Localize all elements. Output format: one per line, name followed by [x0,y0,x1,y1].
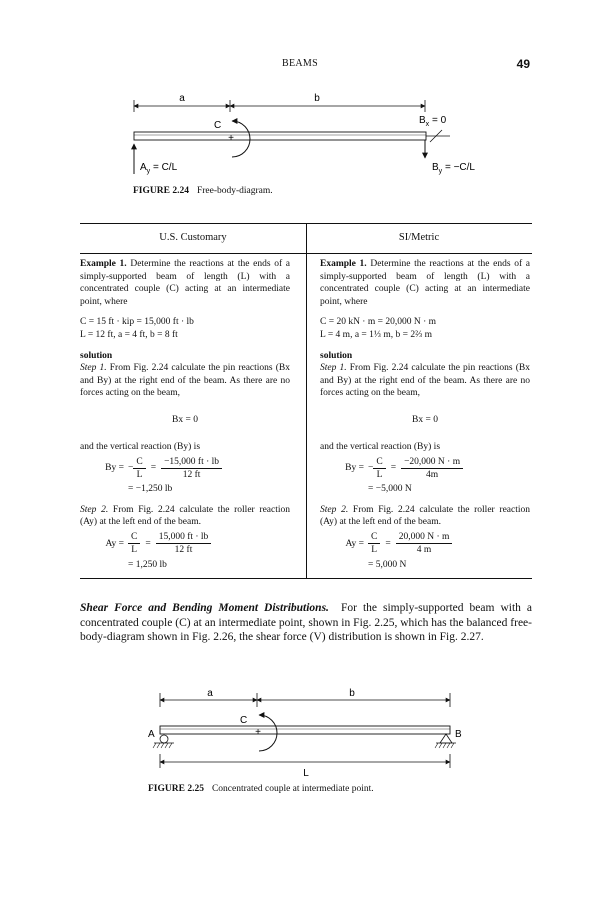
given-2: L = 12 ft, a = 4 ft, b = 8 ft [80,329,178,340]
label-a: a [207,688,213,699]
given-2: L = 4 m, a = 1⅓ m, b = 2⅔ m [320,329,433,340]
table-column-divider [306,223,307,578]
column-heading-us: U.S. Customary [159,232,227,243]
ay-equation: Ay = $\frac{C}{L}$ = $\frac{20,000 N \cdot m}{4 m}$ [320,529,530,559]
figure-2-24-diagram [0,0,600,200]
label-bx: $B_x = 0$ [419,115,447,128]
column-us-customary: Example 1. Determine the reactions at the ends of a simply-supported beam of length (L) with a concentrated couple (C) acting at an intermediate point, where C = 15 ft · kip = 15,000 ft · lb L = 12 ft, a = 4 ft, b = 8 ft solution Step 1. From Fig. 2.24 calculate the pin reactions (Bx and By) at the right end of the beam. As there are no forces acting on the beam, Bx = 0 and the vertical reaction (By) is By = − $\frac{C}{L}$ = $\frac{-15,000 ft \cdot lb}{12 ft}$ = −1,250 lb Step 2. From Fig. 2.24 calculate the roller reaction (Ay) at the left end of the beam. Ay = $\frac{C}{L}$ = $\frac{15,000 ft \cdot lb}{12 ft}$ = 1,250 lb [80,259,291,570]
ay-result: = 5,000 N [368,559,407,570]
bx-equation: Bx = 0 [412,414,438,425]
label-b: b [314,93,320,104]
label-c: C [214,120,222,131]
ay-equation: Ay = $\frac{C}{L}$ = $\frac{15,000 ft \cdot lb}{12 ft}$ [80,529,290,559]
label-a: a [179,93,185,104]
by-equation: By = − $\frac{C}{L}$ = $\frac{-20,000 N \cdot m}{4m}$ [320,453,530,483]
given-1: C = 20 kN · m = 20,000 N · m [320,317,437,328]
column-heading-si: SI/Metric [398,232,440,243]
by-equation: By = − $\frac{C}{L}$ = $\frac{-15,000 ft \cdot lb}{12 ft}$ [80,453,290,483]
label-ay: $A_y = C/L$ [140,162,178,175]
column-si-metric: Example 1. Determine the reactions at the ends of a simply-supported beam of length (L) with a concentrated couple (C) acting at an intermediate point, where C = 20 kN · m = 20,000 N · m L = 4 m, a = 1⅓ m, b = 2⅔ m solution Step 1. From Fig. 2.24 calculate the pin reactions (Bx and By) at the right end of the beam. As there are no forces acting on the beam, Bx = 0 and the vertical reaction (By) is By = − $\frac{C}{L}$ = $\frac{-20,000 N \cdot m}{4m}$ = −5,000 N Step 2. From Fig. 2.24 calculate the roller reaction (Ay) at the left end of the beam. Ay = $\frac{C}{L}$ = $\frac{20,000 N \cdot m}{4 m}$ = 5,000 N [320,259,531,570]
label-L: L [303,768,309,779]
plus-sign: + [255,727,261,738]
roller-support [160,735,168,743]
paragraph-text: For the simply-supported beam with a concentrated couple (C) at an intermediate point, shown in Fig. 2.25, which has the balanced free-body-diagram shown in Fig. 2.26, the shear force (V) distribution is shown in Fig. 2.27. [80,602,532,643]
pin-support [440,734,452,743]
page-number: 49 [516,57,530,71]
label-B: B [455,729,462,740]
label-A: A [148,729,155,740]
label-by: $B_y = -C/L$ [432,162,475,175]
table-bottom-rule [80,578,532,579]
body-paragraph [80,601,532,645]
running-header: BEAMS [282,58,318,69]
bx-equation: Bx = 0 [172,414,198,425]
by-result: = −5,000 N [368,484,412,495]
beam [160,726,450,734]
by-result: = −1,250 lb [128,484,173,495]
label-b: b [349,688,355,699]
label-c: C [240,715,248,726]
figure-2-24-caption: FIGURE 2.24 Free-body-diagram. [133,186,273,196]
figure-2-25-caption: FIGURE 2.25 Concentrated couple at intermediate point. [148,784,374,794]
figure-2-25-diagram [0,680,600,790]
beam [134,132,426,140]
paragraph-heading: Shear Force and Bending Moment Distributions. [80,602,329,614]
given-1: C = 15 ft · kip = 15,000 ft · lb [80,317,194,328]
plus-sign: + [228,133,234,144]
ay-result: = 1,250 lb [128,559,167,570]
